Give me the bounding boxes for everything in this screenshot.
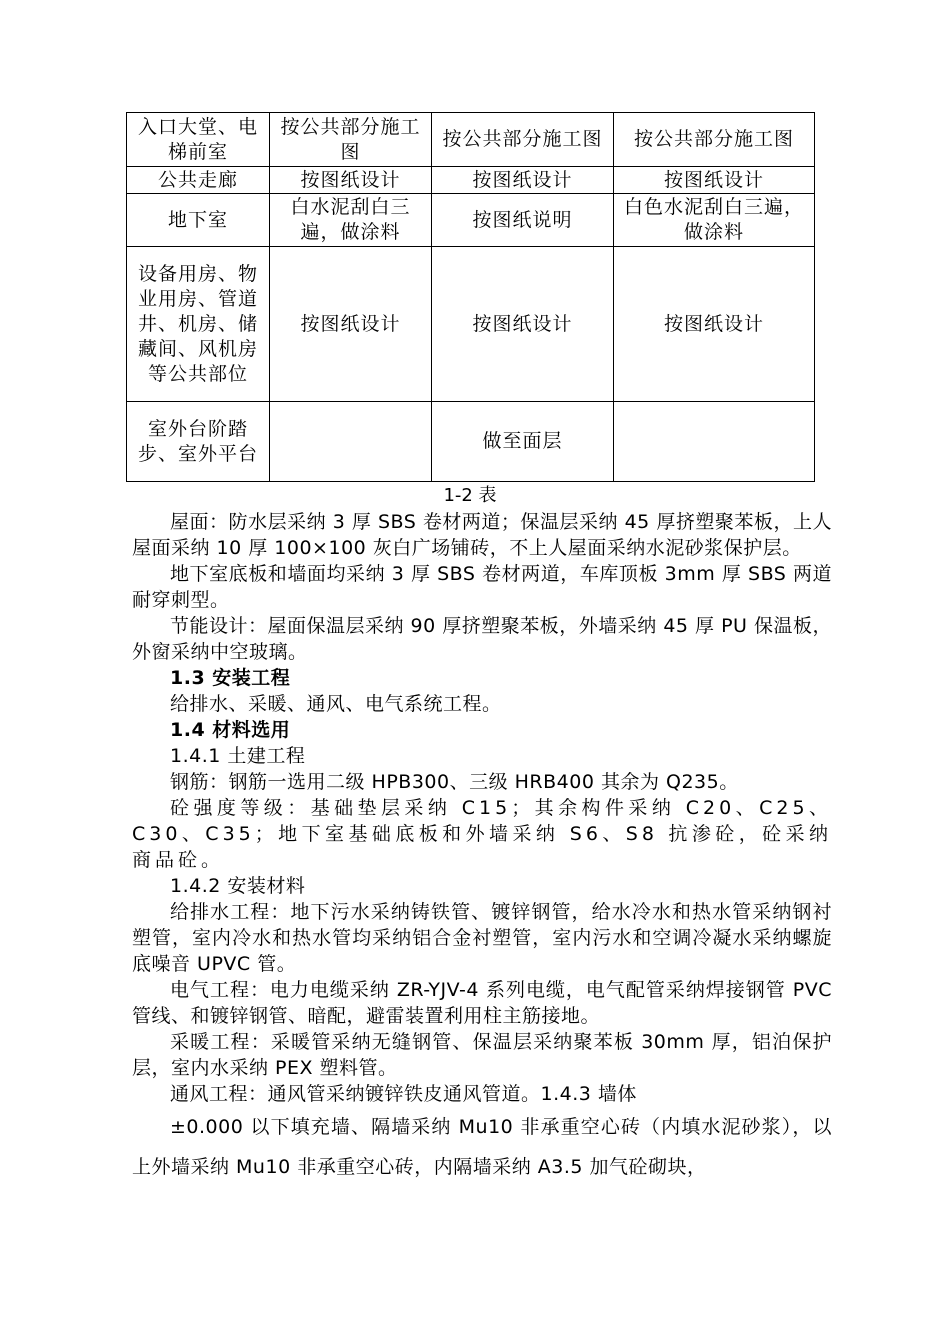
table-cell: 按公共部分施工图 bbox=[270, 113, 432, 167]
table-cell: 按图纸设计 bbox=[614, 167, 815, 194]
table-cell: 按图纸设计 bbox=[432, 247, 614, 402]
table-cell: 按图纸设计 bbox=[270, 247, 432, 402]
paragraph-energy: 节能设计：屋面保温层采纳 90 厚挤塑聚苯板，外墙采纳 45 厚 PU 保温板，外窗采纳中空玻璃。 bbox=[132, 615, 832, 663]
table-row bbox=[127, 113, 815, 167]
table-cell: 白色水泥刮白三遍，做涂料 bbox=[614, 194, 815, 247]
paragraph-ventilation: 通风工程：通风管采纳镀锌铁皮通风管道。1.4.3 墙体 bbox=[170, 1083, 637, 1105]
table-cell: 室外台阶踏步、室外平台 bbox=[127, 402, 270, 482]
paragraph-installation: 给排水、采暖、通风、电气系统工程。 bbox=[170, 693, 502, 715]
table-cell: 按图纸设计 bbox=[270, 167, 432, 194]
table-row bbox=[127, 402, 815, 482]
paragraph-walls: ±0.000 以下填充墙、隔墙采纳 Mu10 非承重空心砖（内填水泥砂浆），以上外墙采纳 Mu10 非承重空心砖，内隔墙采纳 A3.5 加气砼砌块， bbox=[132, 1116, 832, 1178]
section-heading: 1.3 安装工程 bbox=[170, 667, 291, 689]
section-heading: 1.4 材料选用 bbox=[170, 719, 291, 741]
table-row bbox=[127, 167, 815, 194]
table-caption: 1-2 表 bbox=[443, 485, 497, 506]
table-cell: 按图纸说明 bbox=[432, 194, 614, 247]
table-cell: 设备用房、物业用房、管道井、机房、储藏间、风机房等公共部位 bbox=[127, 247, 270, 402]
paragraph-plumbing: 给排水工程：地下污水采纳铸铁管、镀锌钢管，给水冷水和热水管采纳钢衬塑管，室内冷水和热水管均采纳铝合金衬塑管，室内污水和空调冷凝水采纳螺旋底噪音 UPVC 管。 bbox=[132, 901, 832, 975]
table-cell: 公共走廊 bbox=[127, 167, 270, 194]
paragraph-basement: 地下室底板和墙面均采纳 3 厚 SBS 卷材两道，车库顶板 3mm 厚 SBS 两道耐穿刺型。 bbox=[132, 563, 832, 611]
subsection-heading: 1.4.1 土建工程 bbox=[170, 745, 306, 767]
body-text bbox=[132, 509, 832, 1187]
finish-spec-table bbox=[126, 112, 815, 482]
table-cell: 按图纸设计 bbox=[614, 247, 815, 402]
table-row bbox=[127, 247, 815, 402]
table-cell: 按图纸设计 bbox=[432, 167, 614, 194]
paragraph-electrical: 电气工程：电力电缆采纳 ZR-YJV-4 系列电缆，电气配管采纳焊接钢管 PVC 管线、和镀锌钢管、暗配，避雷装置利用柱主筋接地。 bbox=[132, 979, 832, 1027]
paragraph-heating: 采暖工程：采暖管采纳无缝钢管、保温层采纳聚苯板 30mm 厚，铝泊保护层，室内水采纳 PEX 塑料管。 bbox=[132, 1031, 832, 1079]
subsection-heading: 1.4.2 安装材料 bbox=[170, 875, 306, 897]
table-cell: 按公共部分施工图 bbox=[432, 113, 614, 167]
table-cell: 白水泥刮白三遍，做涂料 bbox=[270, 194, 432, 247]
table-cell: 地下室 bbox=[127, 194, 270, 247]
paragraph-roof: 屋面：防水层采纳 3 厚 SBS 卷材两道；保温层采纳 45 厚挤塑聚苯板，上人屋面采纳 10 厚 100×100 灰白广场铺砖，不上人屋面采纳水泥砂浆保护层。 bbox=[132, 511, 832, 559]
table-cell: 按公共部分施工图 bbox=[614, 113, 815, 167]
table-row bbox=[127, 194, 815, 247]
table-cell bbox=[614, 402, 815, 482]
table-cell bbox=[270, 402, 432, 482]
paragraph-rebar: 钢筋：钢筋一选用二级 HPB300、三级 HRB400 其余为 Q235。 bbox=[170, 771, 739, 793]
table-cell: 入口大堂、电梯前室 bbox=[127, 113, 270, 167]
paragraph-concrete: 砼强度等级：基础垫层采纳 C15；其余构件采纳 C20、C25、C30、C35；地下室基础底板和外墙采纳 S6、S8 抗渗砼，砼采纳商品砼。 bbox=[132, 797, 832, 871]
table-cell: 做至面层 bbox=[432, 402, 614, 482]
